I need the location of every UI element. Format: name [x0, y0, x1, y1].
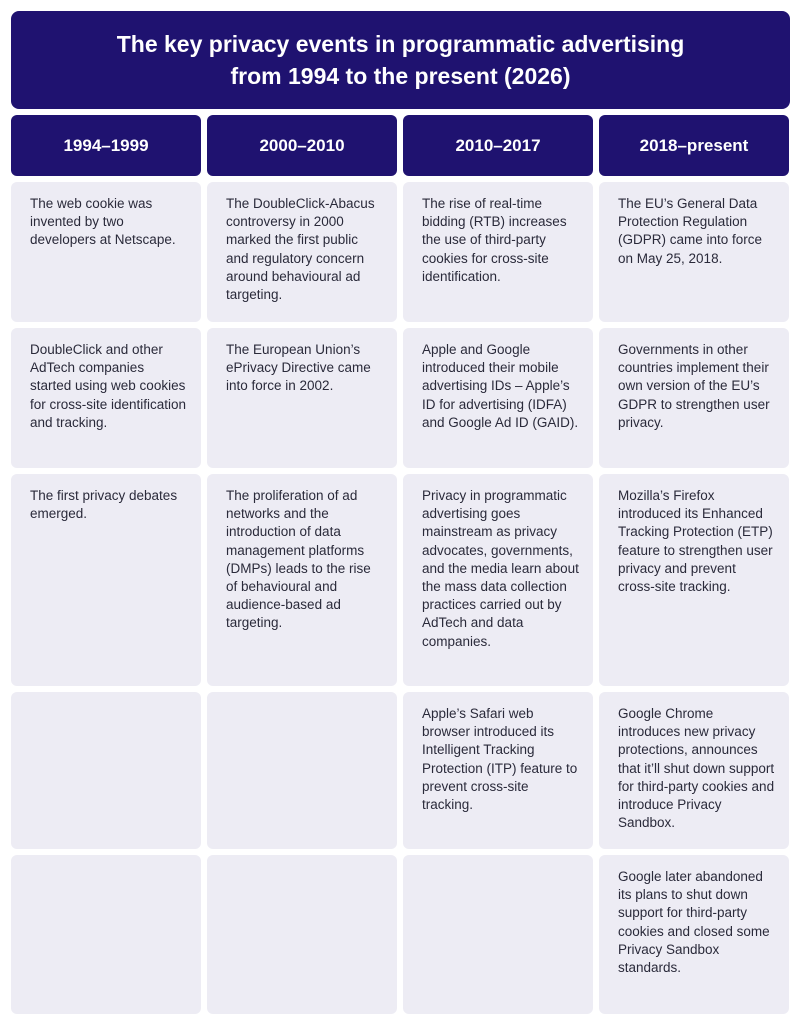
table-cell: The European Union’s ePrivacy Directive came into force in 2002. — [207, 328, 397, 468]
table-cell-empty — [11, 855, 201, 1014]
table-cell: Apple and Google introduced their mobile advertising IDs – Apple’s ID for advertising (IDFA) and Google Ad ID (GAID). — [403, 328, 593, 468]
table-cell: The proliferation of ad networks and the introduction of data management platforms (DMPs) leads to the rise of behavioural and audience-based ad targeting. — [207, 474, 397, 686]
column-header-2010-2017: 2010–2017 — [403, 115, 593, 176]
column-header-2000-2010: 2000–2010 — [207, 115, 397, 176]
table-cell-empty — [207, 855, 397, 1014]
timeline-table — [11, 115, 790, 1014]
table-cell-empty — [11, 692, 201, 849]
table-cell-empty — [207, 692, 397, 849]
title-line-2: from 1994 to the present (2026) — [230, 63, 571, 89]
table-cell: DoubleClick and other AdTech companies started using web cookies for cross-site identification and tracking. — [11, 328, 201, 468]
table-cell: The rise of real-time bidding (RTB) increases the use of third-party cookies for cross-site identification. — [403, 182, 593, 322]
table-cell: Mozilla’s Firefox introduced its Enhanced Tracking Protection (ETP) feature to strengthen user privacy and prevent cross-site tracking. — [599, 474, 789, 686]
table-cell: Google Chrome introduces new privacy protections, announces that it’ll shut down support for third-party cookies and introduce Privacy Sandbox. — [599, 692, 789, 849]
column-header-1994-1999: 1994–1999 — [11, 115, 201, 176]
table-cell: The first privacy debates emerged. — [11, 474, 201, 686]
table-cell: The EU’s General Data Protection Regulation (GDPR) came into force on May 25, 2018. — [599, 182, 789, 322]
table-cell-empty — [403, 855, 593, 1014]
table-cell: Privacy in programmatic advertising goes mainstream as privacy advocates, governments, and the media learn about the mass data collection practices carried out by AdTech and data companies. — [403, 474, 593, 686]
title-line-1: The key privacy events in programmatic advertising — [116, 31, 685, 57]
table-cell: Governments in other countries implement their own version of the EU’s GDPR to strengthen user privacy. — [599, 328, 789, 468]
table-cell: The DoubleClick-Abacus controversy in 2000 marked the first public and regulatory concern around behavioural ad targeting. — [207, 182, 397, 322]
title-banner — [11, 11, 790, 109]
column-header-2018-present: 2018–present — [599, 115, 789, 176]
table-cell: Google later abandoned its plans to shut down support for third-party cookies and closed some Privacy Sandbox standards. — [599, 855, 789, 1014]
table-cell: Apple’s Safari web browser introduced its Intelligent Tracking Protection (ITP) feature to prevent cross-site tracking. — [403, 692, 593, 849]
table-cell: The web cookie was invented by two developers at Netscape. — [11, 182, 201, 322]
